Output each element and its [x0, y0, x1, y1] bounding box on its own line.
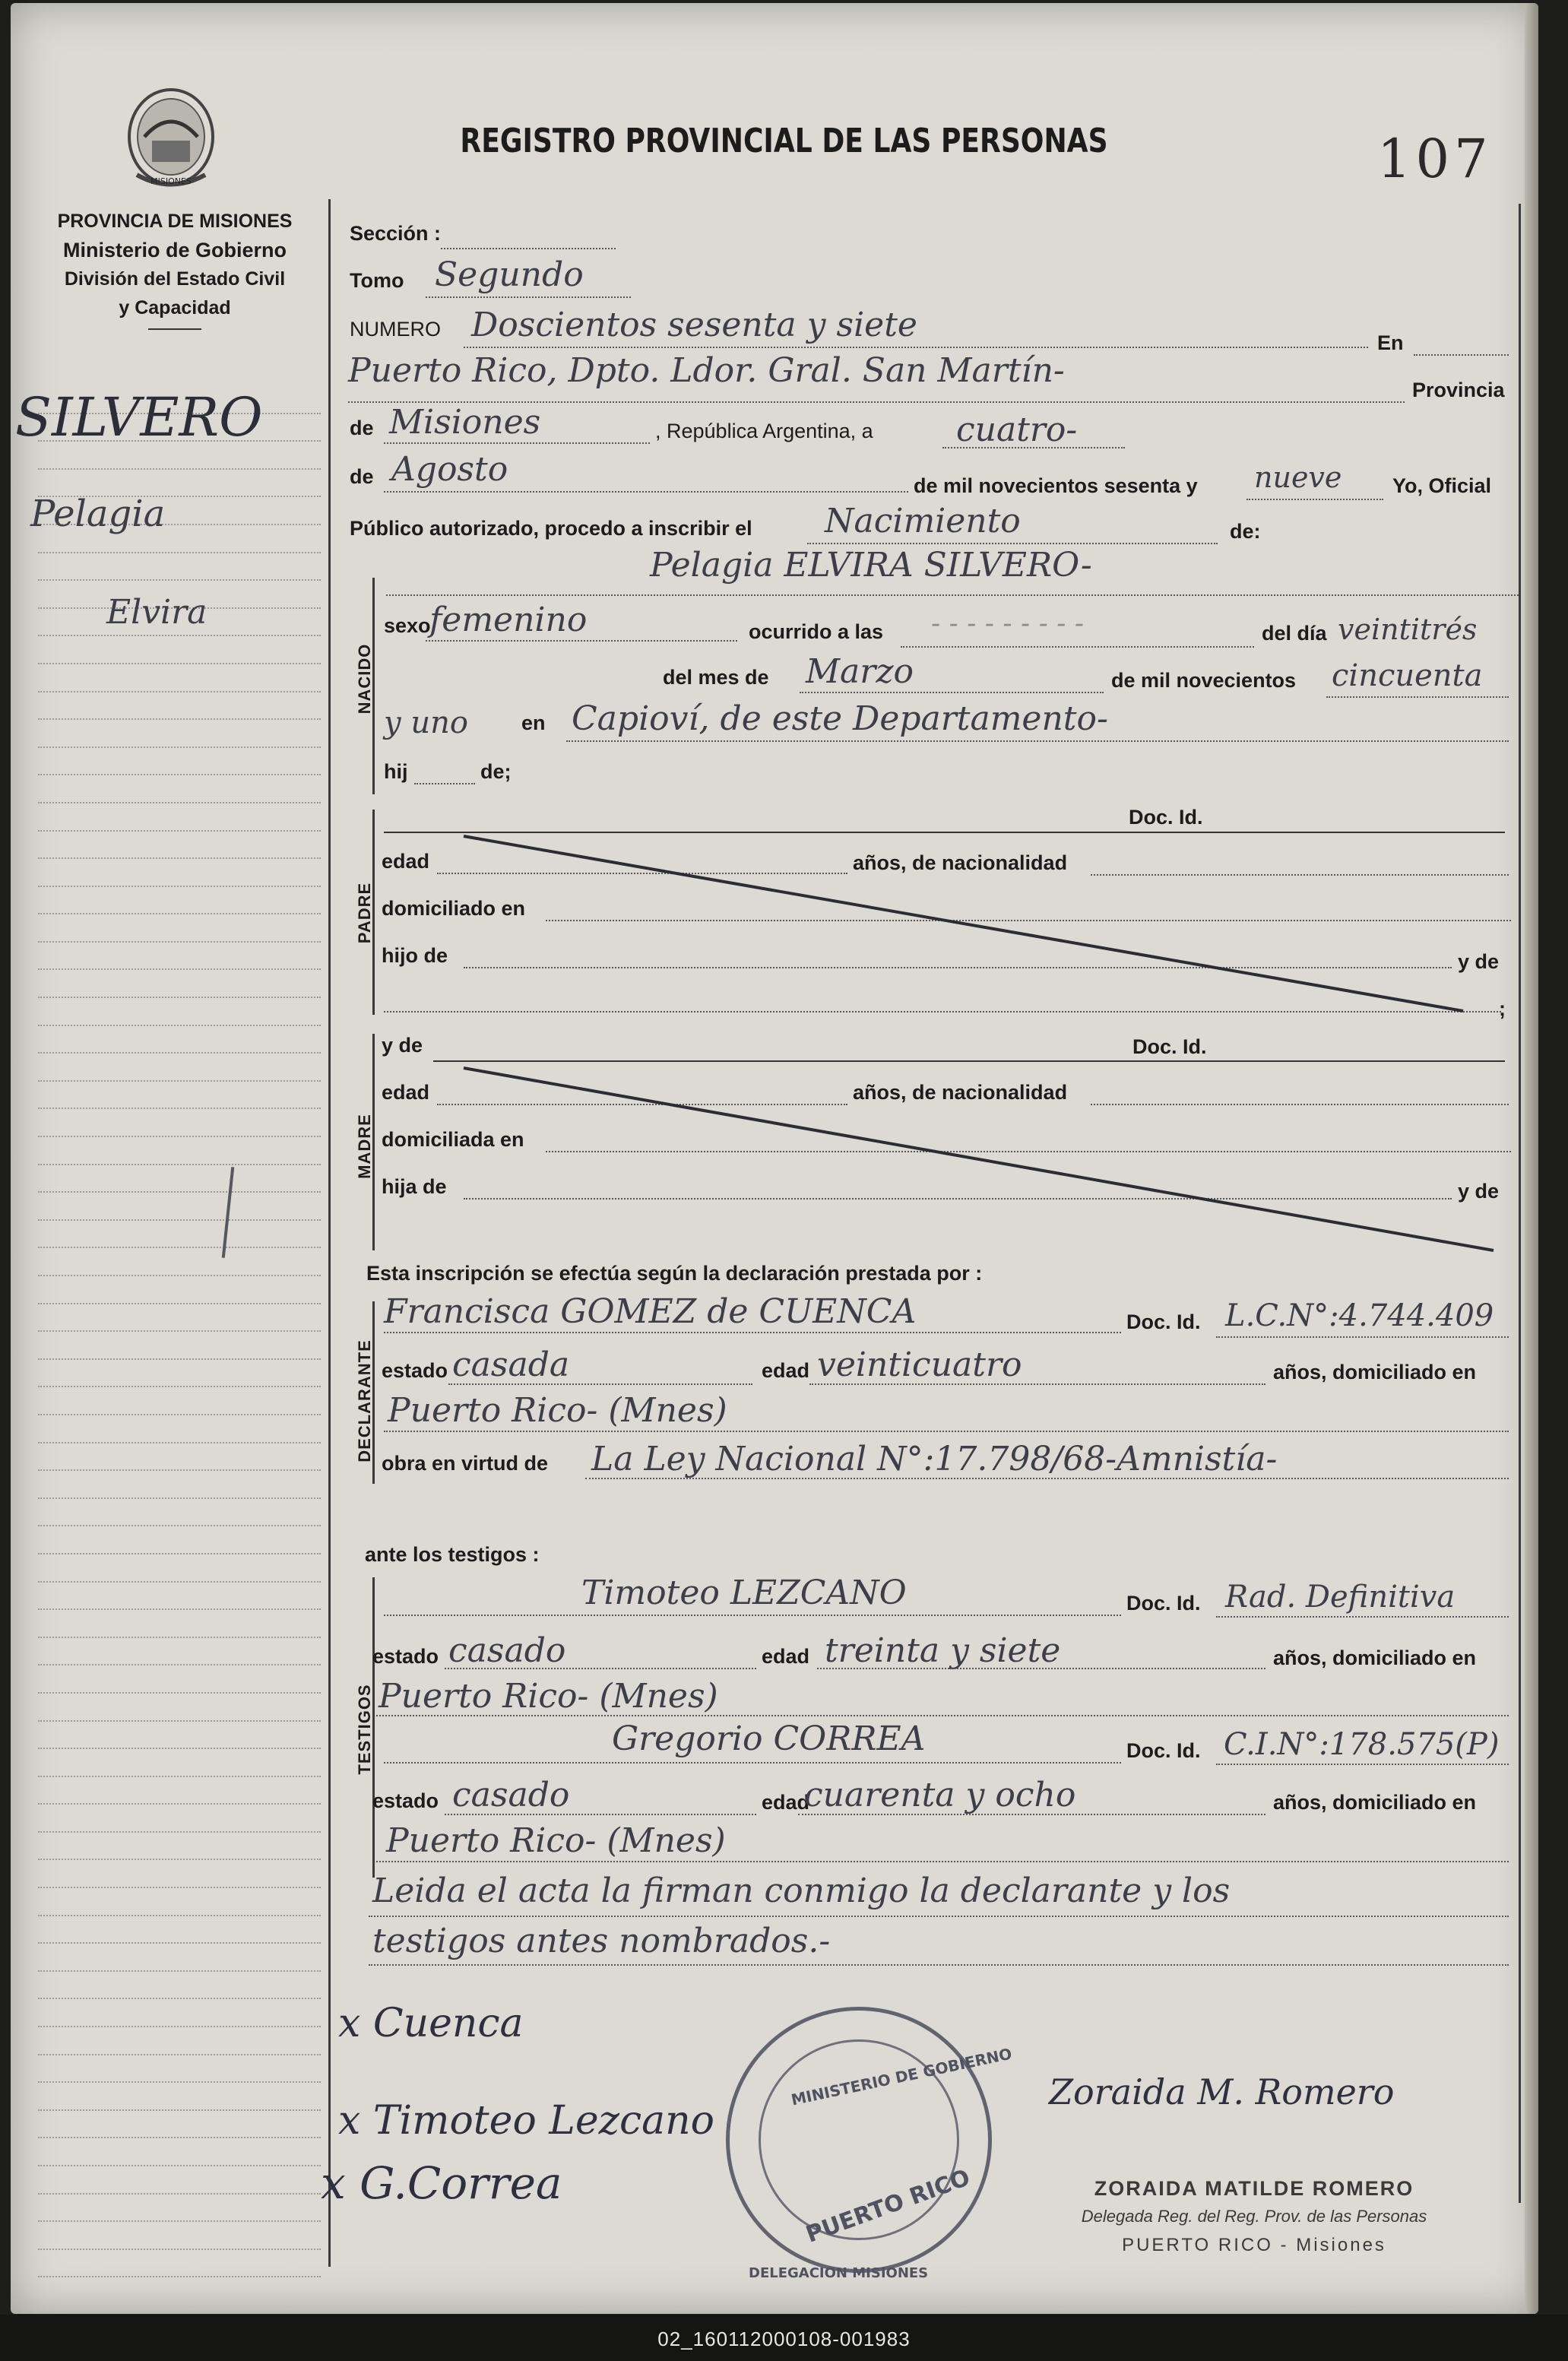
- declarante-doc-line: [1216, 1336, 1509, 1338]
- testigo-2-doc: C.I.N°:178.575(P): [1224, 1727, 1500, 1762]
- margin-rule: [38, 1638, 321, 1666]
- label-declaracion: Esta inscripción se efectúa según la declaración prestada por :: [366, 1262, 983, 1285]
- closing-line-2-rule: [369, 1964, 1509, 1966]
- official-place: PUERTO RICO - Misiones: [1122, 2235, 1386, 2255]
- margin-rule: [38, 859, 321, 887]
- label-mil-sesenta: de mil novecientos sesenta y: [914, 474, 1198, 497]
- padre-cancel-stroke: [456, 829, 1475, 1019]
- margin-rule: [38, 2195, 321, 2223]
- numero-line: [464, 347, 1368, 348]
- margin-rule: [38, 1805, 321, 1833]
- margin-rule: [38, 1888, 321, 1916]
- margin-rule: [38, 914, 321, 943]
- margin-rule: [38, 720, 321, 748]
- declarante-doc: L.C.N°:4.744.409: [1225, 1298, 1494, 1333]
- value-anio-acta: nueve: [1254, 461, 1342, 494]
- label-estado-testigo-1: estado: [372, 1645, 439, 1668]
- margin-rule: [38, 1694, 321, 1722]
- stamp-top-text: MINISTERIO DE GOBIERNO: [789, 2044, 1014, 2109]
- declarante-edad-line: [809, 1383, 1265, 1385]
- value-numero: Doscientos sesenta y siete: [471, 306, 917, 344]
- label-de-3: de:: [1230, 520, 1261, 543]
- margin-rule: [38, 2222, 321, 2250]
- testigo-1-nombre-line: [384, 1615, 1121, 1616]
- margin-rule: [38, 636, 321, 664]
- value-dia-acta: cuatro-: [956, 410, 1078, 449]
- signature-official: Zoraida M. Romero: [1049, 2071, 1395, 2112]
- value-mes-nac: Marzo: [806, 652, 914, 691]
- declarante-nombre: Francisca GOMEZ de CUENCA: [384, 1292, 917, 1331]
- margin-rule: [38, 1471, 321, 1499]
- label-doc-id-testigo-1: Doc. Id.: [1126, 1592, 1201, 1615]
- label-tomo: Tomo: [350, 269, 404, 292]
- margin-rule: [38, 1193, 321, 1221]
- label-seccion: Sección :: [350, 222, 442, 245]
- label-del-mes: del mes de: [663, 666, 769, 689]
- margin-rule: [38, 2027, 321, 2055]
- label-declarante: DECLARANTE: [355, 1339, 374, 1463]
- margin-ruled-lines: [38, 386, 321, 2277]
- label-madre: MADRE: [355, 1114, 374, 1179]
- margin-rule: [38, 1054, 321, 1082]
- anio-acta-line: [1246, 499, 1383, 500]
- margin-rule: [38, 943, 321, 971]
- label-edad-padre: edad: [382, 850, 430, 873]
- margin-rule: [38, 803, 321, 832]
- signature-testigo-2: x G.Correa: [321, 2157, 562, 2209]
- margin-rule: [38, 1999, 321, 2027]
- margin-rule: [38, 1583, 321, 1611]
- label-y-de-padre: y de: [1458, 950, 1500, 973]
- label-domiciliado-padre: domiciliado en: [382, 897, 526, 920]
- margin-surname: SILVERO: [15, 386, 263, 448]
- testigo-2-nombre-line: [384, 1762, 1121, 1764]
- label-nacionalidad-madre: años, de nacionalidad: [853, 1081, 1068, 1104]
- office-capacity: y Capacidad: [119, 297, 231, 318]
- closing-line-2: testigos antes nombrados.-: [372, 1922, 831, 1960]
- dia-acta-line: [942, 447, 1125, 448]
- label-testigos-vertical: TESTIGOS: [355, 1684, 374, 1775]
- margin-given-name-2: Elvira: [106, 593, 207, 632]
- signature-declarante: x Cuenca: [338, 2001, 524, 2046]
- office-rule: [148, 328, 201, 330]
- image-identifier: 02_160112000108-001983: [657, 2328, 911, 2350]
- document-title: REGISTRO PROVINCIAL DE LAS PERSONAS: [460, 122, 1108, 160]
- margin-rule: [38, 1109, 321, 1137]
- margin-rule: [38, 1387, 321, 1415]
- official-title: Delegada Reg. del Reg. Prov. de las Personas: [1081, 2207, 1427, 2226]
- stamp-rim-text: DELEGACION MISIONES: [749, 2265, 929, 2281]
- label-anos-dom-testigo-1: años, domiciliado en: [1273, 1646, 1477, 1669]
- page-edge: [1525, 3, 1538, 2314]
- crest-label: MISIONES: [150, 176, 192, 186]
- margin-rule: [38, 887, 321, 915]
- margin-rule: [38, 692, 321, 721]
- label-doc-id-padre: Doc. Id.: [1129, 806, 1203, 829]
- label-numero: NUMERO: [350, 318, 441, 341]
- label-hijo-de: hijo de: [382, 944, 448, 967]
- margin-divider: [328, 199, 331, 2267]
- margin-rule: [38, 1610, 321, 1638]
- madre-cancel-stroke: [456, 1060, 1505, 1258]
- label-edad-madre: edad: [382, 1081, 430, 1104]
- margin-rule: [38, 1304, 321, 1333]
- value-lugar: Puerto Rico, Dpto. Ldor. Gral. San Martín-: [348, 351, 1065, 390]
- margin-rule: [38, 1860, 321, 1888]
- margin-rule: [38, 1026, 321, 1054]
- label-provincia: Provincia: [1412, 379, 1505, 401]
- label-de-2: de: [350, 465, 374, 488]
- margin-rule: [38, 2250, 321, 2278]
- label-y-de-madre: y de: [382, 1034, 423, 1057]
- label-estado-declarante: estado: [382, 1359, 448, 1382]
- margin-rule: [38, 1833, 321, 1861]
- margin-rule: [38, 1749, 321, 1777]
- label-en-2: en: [521, 711, 546, 734]
- margin-rule: [38, 2138, 321, 2166]
- margin-rule: [38, 1248, 321, 1276]
- margin-rule: [38, 553, 321, 582]
- label-en: En: [1377, 331, 1404, 354]
- declarante-estado-line: [448, 1383, 752, 1385]
- value-nombre: Pelagia ELVIRA SILVERO-: [650, 546, 1092, 585]
- label-nacionalidad-padre: años, de nacionalidad: [853, 851, 1068, 874]
- label-domiciliada: domiciliada en: [382, 1128, 524, 1151]
- margin-rule: [38, 1665, 321, 1694]
- closing-line-1-rule: [369, 1916, 1509, 1917]
- official-name: ZORAIDA MATILDE ROMERO: [1094, 2177, 1414, 2200]
- margin-rule: [38, 1499, 321, 1527]
- hij-line: [414, 783, 475, 784]
- margin-rule: [38, 1777, 321, 1805]
- declarante-estado: casada: [452, 1345, 570, 1384]
- margin-rule: [38, 1554, 321, 1583]
- margin-rule: [38, 775, 321, 803]
- declarante-obra: La Ley Nacional N°:17.798/68-Amnistía-: [591, 1440, 1278, 1478]
- office-division: División del Estado Civil: [64, 268, 286, 290]
- sexo-line: [426, 640, 737, 642]
- margin-rule: [38, 748, 321, 776]
- page-number: 107: [1377, 128, 1493, 190]
- margin-rule: [38, 1082, 321, 1110]
- label-republica: , República Argentina, a: [655, 420, 873, 442]
- value-dia-nac: veintitrés: [1338, 613, 1478, 646]
- label-estado-testigo-2: estado: [372, 1789, 439, 1812]
- margin-rule: [38, 1332, 321, 1360]
- name-line: [386, 594, 1519, 596]
- margin-rule: [38, 1165, 321, 1193]
- label-padre: PADRE: [355, 882, 374, 944]
- tomo-line: [426, 296, 631, 298]
- provincia-line: [384, 442, 650, 444]
- label-semicolon: ;: [1499, 997, 1506, 1020]
- margin-rule: [38, 1444, 321, 1472]
- testigo-2-dom-line: [376, 1861, 1509, 1862]
- margin-rule: [38, 2166, 321, 2195]
- value-mes-acta: Agosto: [391, 450, 508, 489]
- label-doc-id-declarante: Doc. Id.: [1126, 1310, 1201, 1333]
- label-publico: Público autorizado, procedo a inscribir el: [350, 517, 752, 540]
- testigo-1-dom-line: [376, 1715, 1509, 1716]
- value-acto: Nacimiento: [825, 502, 1021, 540]
- margin-rule: [38, 2083, 321, 2111]
- value-anio-nac-2: y uno: [384, 705, 468, 740]
- margin-rule: [38, 1137, 321, 1165]
- issuing-office: [30, 207, 319, 330]
- right-border: [1519, 204, 1521, 2203]
- margin-rule: [38, 998, 321, 1026]
- office-ministry: Ministerio de Gobierno: [62, 239, 287, 261]
- declarante-nombre-line: [384, 1332, 1121, 1333]
- declarante-domicilio: Puerto Rico- (Mnes): [388, 1391, 727, 1430]
- value-hora: - - - - - - - - -: [931, 608, 1085, 639]
- label-yo-oficial: Yo, Oficial: [1392, 474, 1492, 497]
- label-hij: hij: [384, 760, 408, 783]
- signature-testigo-1: x Timoteo Lezcano: [338, 2098, 714, 2144]
- margin-rule: [38, 1415, 321, 1444]
- testigo-2-nombre: Gregorio CORREA: [612, 1719, 926, 1758]
- testigo-2-domicilio: Puerto Rico- (Mnes): [386, 1821, 726, 1860]
- testigo-1-doc-line: [1216, 1616, 1509, 1618]
- value-sexo: femenino: [429, 601, 588, 639]
- closing-line-1: Leida el acta la firman conmigo la declarante y los: [372, 1871, 1231, 1910]
- label-doc-id-madre: Doc. Id.: [1132, 1035, 1207, 1058]
- value-provincia: Misiones: [389, 403, 541, 442]
- mes-acta-line: [384, 491, 908, 493]
- margin-rule: [38, 1360, 321, 1388]
- declarante-obra-line: [585, 1478, 1509, 1479]
- testigo-1-estado: casado: [448, 1631, 566, 1670]
- office-province: PROVINCIA DE MISIONES: [57, 211, 293, 232]
- en-line: [1414, 354, 1509, 356]
- testigo-2-edad-line: [798, 1814, 1265, 1815]
- label-y-de-madre-2: y de: [1458, 1180, 1500, 1203]
- testigo-2-estado-line: [445, 1814, 756, 1815]
- declarante-dom-line: [384, 1431, 1509, 1432]
- margin-rule: [38, 1526, 321, 1554]
- margin-rule: [38, 1916, 321, 1944]
- testigo-2-estado: casado: [452, 1776, 570, 1814]
- testigo-1-edad-line: [817, 1668, 1265, 1669]
- label-testigos: ante los testigos :: [365, 1543, 540, 1566]
- margin-rule: [38, 1722, 321, 1750]
- label-del-dia: del día: [1262, 622, 1327, 645]
- margin-rule: [38, 664, 321, 692]
- label-de-4: de;: [480, 760, 512, 783]
- label-nacido: NACIDO: [355, 643, 374, 715]
- declarante-edad: veinticuatro: [817, 1345, 1022, 1384]
- margin-rule: [38, 1944, 321, 1972]
- label-hija-de: hija de: [382, 1175, 447, 1198]
- testigo-1-doc: Rad. Definitiva: [1225, 1580, 1456, 1615]
- label-edad-testigo-2: edad: [762, 1791, 810, 1814]
- margin-rule: [38, 832, 321, 860]
- label-sexo: sexo: [384, 614, 431, 637]
- testigo-1-domicilio: Puerto Rico- (Mnes): [379, 1677, 718, 1716]
- label-de: de: [350, 417, 374, 439]
- label-obra: obra en virtud de: [382, 1452, 549, 1475]
- seccion-line: [441, 248, 616, 249]
- mes-nac-line: [800, 692, 1104, 693]
- value-lugar-nac: Capioví, de este Departamento-: [572, 699, 1108, 738]
- anio-nac-line: [1326, 696, 1509, 698]
- margin-rule: [38, 970, 321, 998]
- margin-rule: [38, 1972, 321, 2000]
- margin-rule: [38, 2111, 321, 2139]
- value-tomo: Segundo: [435, 255, 584, 294]
- margin-given-name-1: Pelagia: [30, 493, 166, 535]
- stamp-bottom-text: PUERTO RICO: [802, 2164, 974, 2248]
- label-doc-id-testigo-2: Doc. Id.: [1126, 1739, 1201, 1762]
- margin-rule: [38, 1276, 321, 1304]
- label-anos-dom-testigo-2: años, domiciliado en: [1273, 1791, 1477, 1814]
- margin-rule: [38, 2055, 321, 2084]
- testigo-2-doc-line: [1216, 1764, 1509, 1765]
- testigo-1-nombre: Timoteo LEZCANO: [581, 1573, 907, 1612]
- label-mil-novecientos: de mil novecientos: [1111, 669, 1297, 692]
- acto-line: [807, 543, 1218, 544]
- testigo-2-edad: cuarenta y ocho: [804, 1776, 1076, 1814]
- label-edad-declarante: edad: [762, 1359, 810, 1382]
- margin-rule: [38, 1221, 321, 1249]
- testigo-1-estado-line: [445, 1668, 756, 1669]
- value-anio-nac: cincuenta: [1332, 658, 1483, 693]
- lugar-nac-line: [566, 740, 1509, 742]
- testigo-1-edad: treinta y siete: [825, 1631, 1061, 1670]
- label-ocurrido: ocurrido a las: [749, 620, 884, 643]
- hora-line: [901, 646, 1254, 648]
- label-anos-dom-declarante: años, domiciliado en: [1273, 1361, 1477, 1383]
- label-edad-testigo-1: edad: [762, 1645, 810, 1668]
